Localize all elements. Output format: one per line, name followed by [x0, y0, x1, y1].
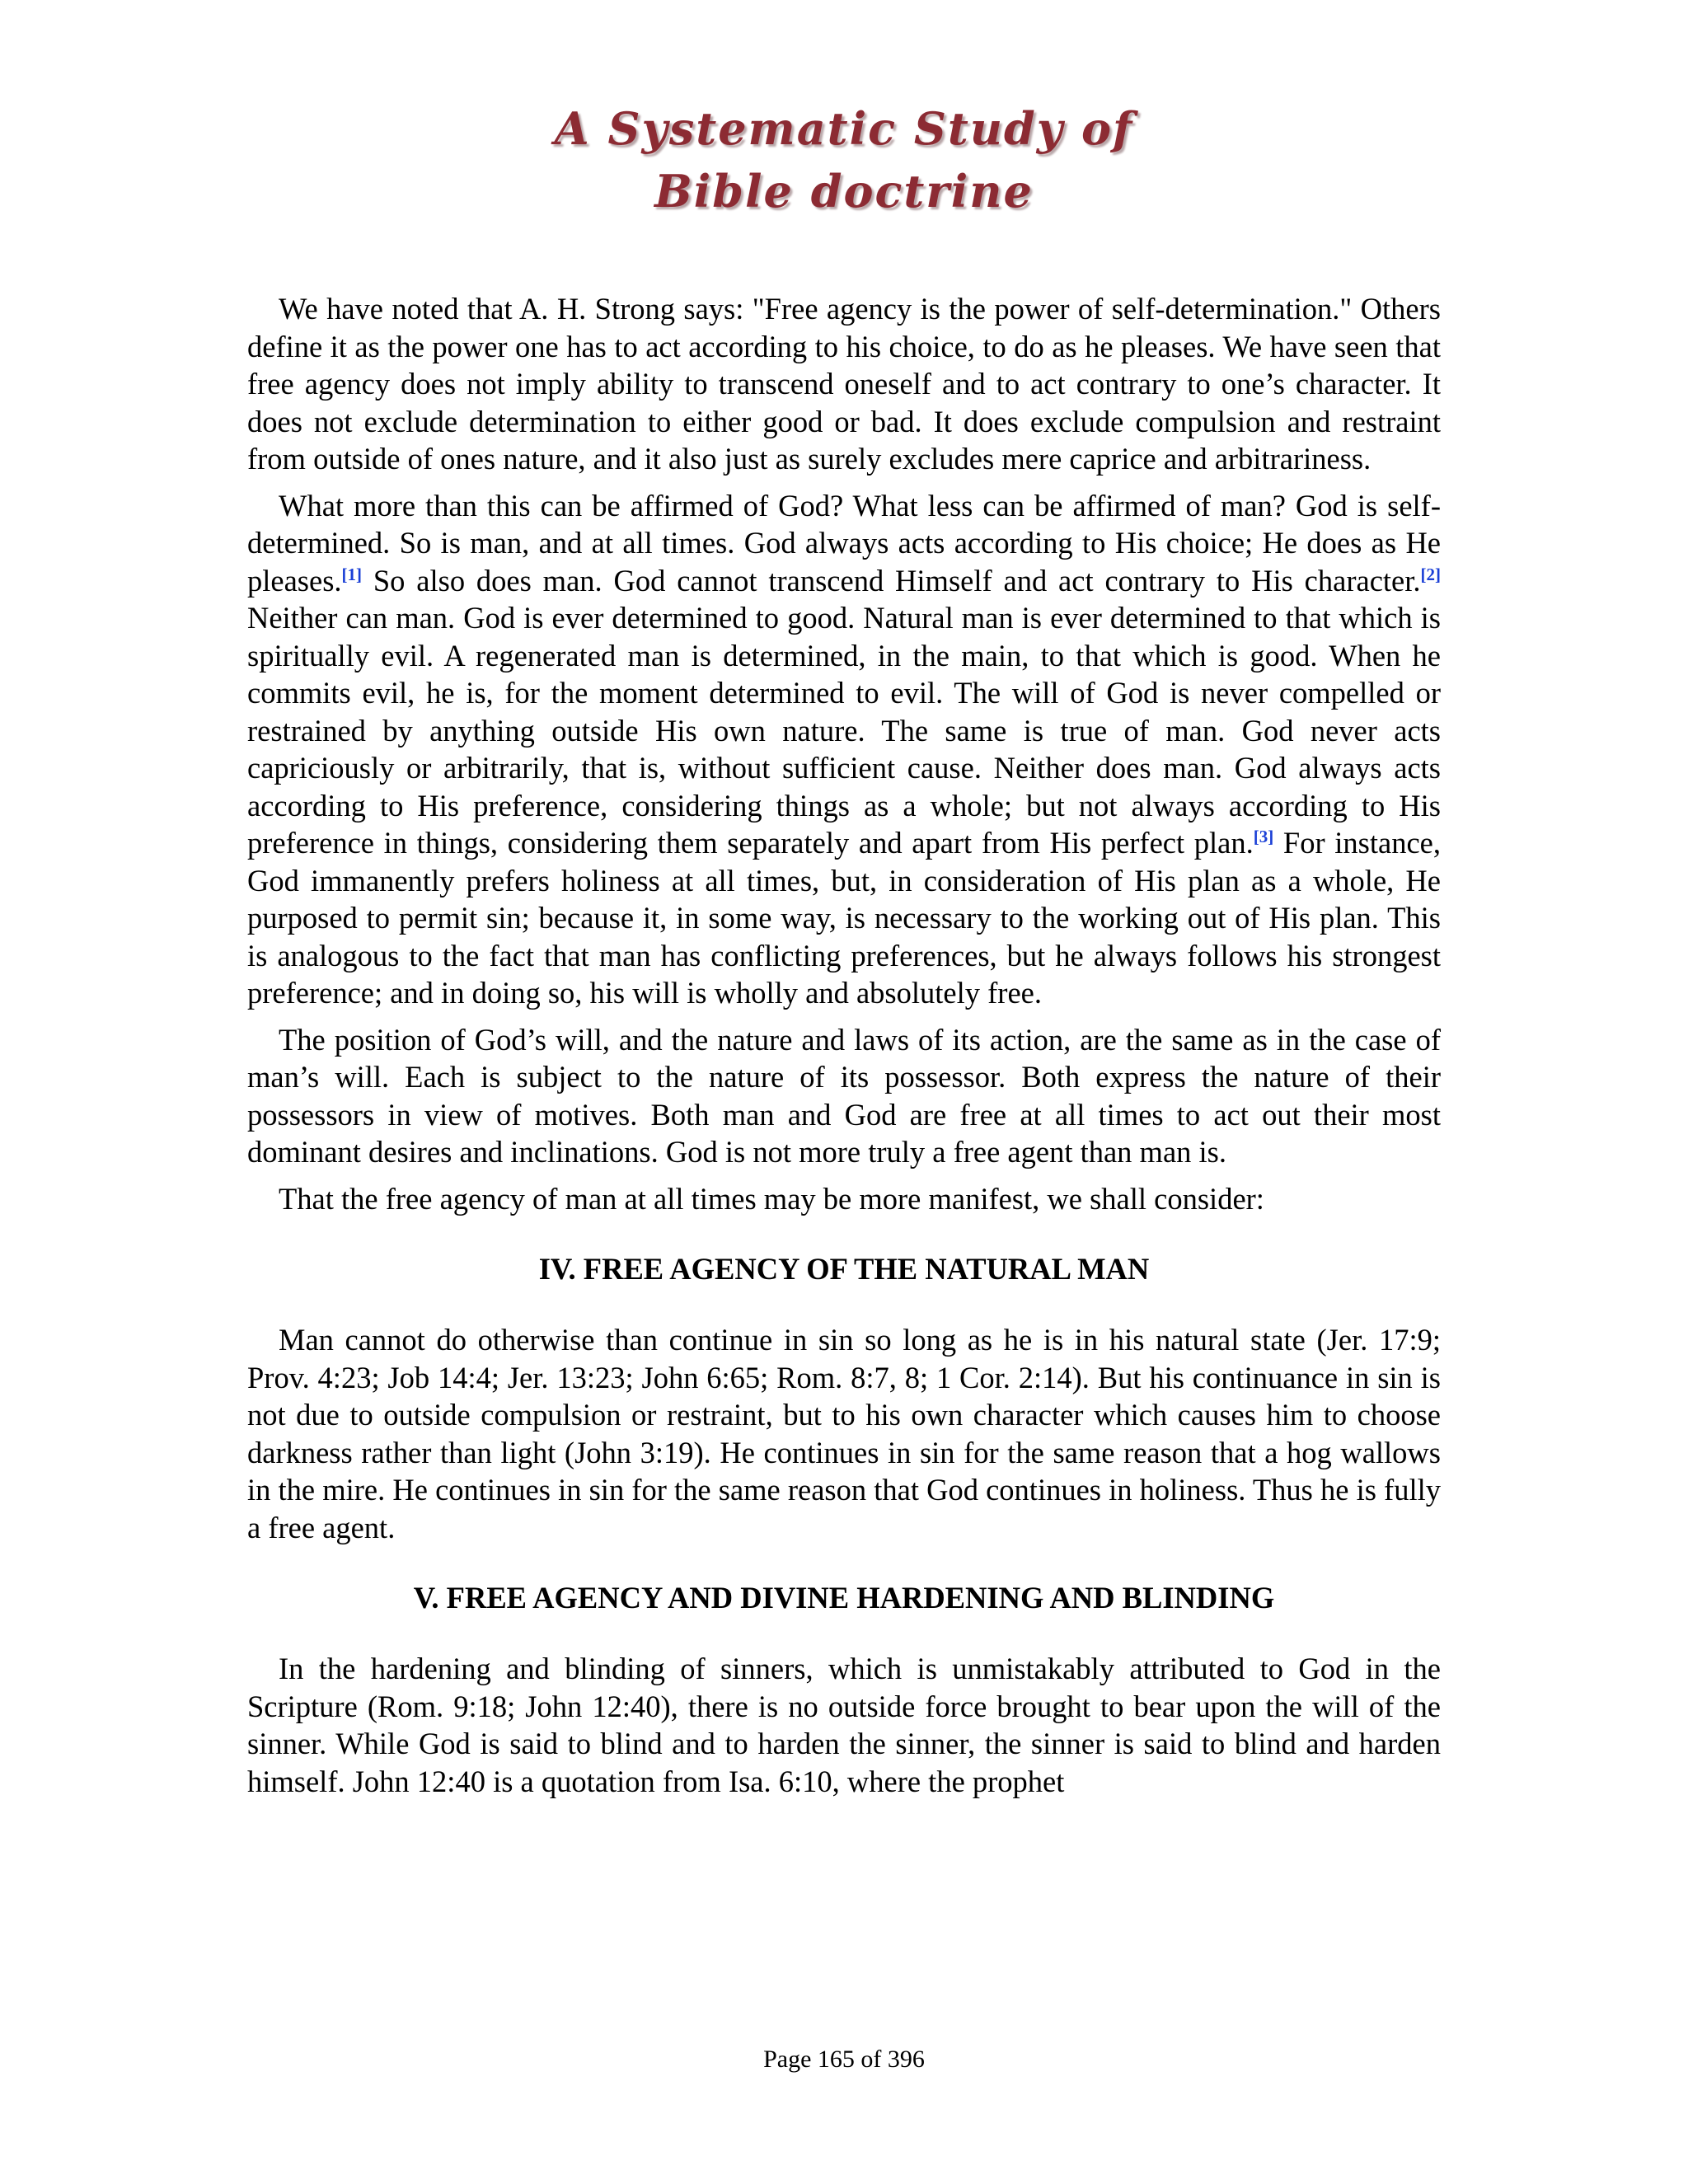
title-line-2: Bible doctrine [654, 165, 1034, 218]
paragraph-2-part-a: What more than this can be affirmed of God? What less can be affirmed of man? God is self-determined. So is man, and at all times. God always acts according to His choice; He does as He pleases. [247, 488, 1441, 598]
body-text [247, 290, 1441, 1809]
paragraph-1: We have noted that A. H. Strong says: "Free agency is the power of self-determination." Others define it as the power one has to act according to his choice, to do as he pleases. We have seen that free agency does not imply ability to transcend oneself and to act contrary to one’s character. It does not exclude determination to either good or bad. It does exclude compulsion and restraint from outside of ones nature, and it also just as surely excludes mere caprice and arbitrariness. [247, 292, 1441, 476]
page-number: Page 165 of 396 [763, 2046, 925, 2073]
paragraph-6: In the hardening and blinding of sinners, which is unmistakably attributed to God in the Scripture (Rom. 9:18; John 12:40), there is no outside force brought to bear upon the will of the sinner. While God is said to blind and to harden the sinner, the sinner is said to blind and harden himself. John 12:40 is a quotation from Isa. 6:10, where the prophet [247, 1652, 1441, 1798]
paragraph-2-part-b: So also does man. God cannot transcend Himself and act contrary to His character. [362, 563, 1421, 598]
paragraph-2 [247, 487, 1441, 1012]
paragraph-2-part-d: For instance, God immanently prefers holiness at all times, but, in consideration of His plan as a whole, He purposed to permit sin; because it, in some way, is necessary to the working out of His plan. This is analogous to the fact that man has conflicting preferences, but he always follows his strongest preference; and in doing so, his will is wholly and absolutely free. [247, 826, 1441, 1010]
section-heading-iv: IV. FREE AGENCY OF THE NATURAL MAN [538, 1252, 1150, 1286]
paragraph-2-part-c: Neither can man. God is ever determined to good. Natural man is ever determined to that which is spiritually evil. A regenerated man is determined, in the main, to that which is good. When he commits evil, he is, for the moment determined to evil. The will of God is never compelled or restrained by anything outside His own nature. The same is true of man. God never acts capriciously or arbitrarily, that is, without sufficient cause. Neither does man. God always acts according to His preference, considering things as a whole; but not always according to His preference in things, considering them separately and apart from His perfect plan. [247, 601, 1441, 860]
paragraph-4: That the free agency of man at all times may be more manifest, we shall consider: [279, 1181, 1264, 1216]
footnote-link-2[interactable]: [2] [1420, 564, 1441, 584]
page-header-title [0, 97, 1688, 223]
footnote-link-3[interactable]: [3] [1253, 826, 1274, 846]
footnote-link-1[interactable]: [1] [341, 564, 363, 584]
section-heading-v: V. FREE AGENCY AND DIVINE HARDENING AND BLINDING [413, 1581, 1275, 1615]
title-line-1: A Systematic Study of [554, 102, 1134, 155]
paragraph-5: Man cannot do otherwise than continue in sin so long as he is in his natural state (Jer. 17:9; Prov. 4:23; Job 14:4; Jer. 13:23; John 6:65; Rom. 8:7, 8; 1 Cor. 2:14). But his continuance in sin is not due to outside compulsion or restraint, but to his own character which causes him to choose darkness rather than light (John 3:19). He continues in sin for the same reason that a hog wallows in the mire. He continues in sin for the same reason that God continues in holiness. Thus he is fully a free agent. [247, 1323, 1441, 1544]
paragraph-3: The position of God’s will, and the nature and laws of its action, are the same as in the case of man’s will. Each is subject to the nature of its possessor. Both express the nature of their possessors in view of motives. Both man and God are free at all times to act out their most dominant desires and inclinations. God is not more truly a free agent than man is. [247, 1022, 1441, 1169]
